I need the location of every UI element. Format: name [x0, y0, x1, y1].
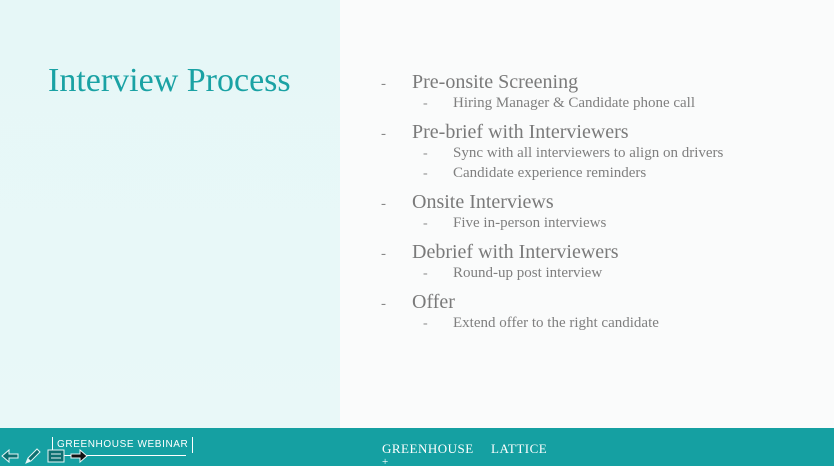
agenda-item-label: Pre-brief with Interviewers: [412, 121, 629, 143]
slide-title: Interview Process: [48, 62, 291, 99]
agenda-sub-list: [380, 145, 820, 185]
sub-bullet-dash: -: [423, 266, 428, 281]
agenda-item: [380, 191, 820, 235]
pen-icon[interactable]: [23, 446, 43, 466]
bullet-dash: -: [381, 246, 386, 262]
sub-bullet-dash: -: [423, 96, 428, 111]
agenda-item-label: Pre-onsite Screening: [412, 71, 579, 93]
agenda-sub-list: [380, 95, 820, 115]
agenda-sub-item-label: Five in-person interviews: [453, 215, 607, 231]
sub-bullet-dash: -: [423, 166, 428, 181]
agenda-item-line: [380, 241, 820, 265]
agenda-sub-list: [380, 315, 820, 335]
brand-plus-mark: +: [382, 456, 389, 468]
agenda-sub-item-label: Round-up post interview: [453, 265, 603, 281]
agenda-sub-item: [380, 215, 820, 235]
slides-icon[interactable]: [46, 446, 66, 466]
agenda-item-line: [380, 71, 820, 95]
agenda-item: [380, 121, 820, 185]
agenda-item: [380, 241, 820, 285]
agenda-item-line: [380, 121, 820, 145]
agenda-sub-list: [380, 265, 820, 285]
brand-greenhouse: GREENHOUSE: [382, 441, 474, 456]
brand-lattice: LATTICE: [491, 441, 548, 456]
agenda-sub-item: [380, 165, 820, 185]
bullet-dash: -: [381, 126, 386, 142]
back-arrow-icon[interactable]: [0, 446, 20, 466]
agenda-item-label: Offer: [412, 291, 455, 313]
presentation-toolbar: [0, 446, 92, 466]
agenda-list: [380, 71, 820, 341]
bullet-dash: -: [381, 76, 386, 92]
agenda-sub-item-label: Extend offer to the right candidate: [453, 315, 659, 331]
footer-bar: [0, 428, 834, 466]
sub-bullet-dash: -: [423, 216, 428, 231]
agenda-sub-item-label: Sync with all interviewers to align on drivers: [453, 145, 724, 161]
agenda-item: [380, 71, 820, 115]
webinar-badge: GREENHOUSE WEBINAR: [52, 437, 193, 453]
agenda-sub-item: [380, 265, 820, 285]
agenda-item-line: [380, 191, 820, 215]
agenda-sub-item-label: Hiring Manager & Candidate phone call: [453, 95, 696, 111]
forward-arrow-icon[interactable]: [69, 446, 89, 466]
agenda-item-line: [380, 291, 820, 315]
agenda-item-label: Onsite Interviews: [412, 191, 554, 213]
agenda-item-label: Debrief with Interviewers: [412, 241, 619, 263]
agenda-item: [380, 291, 820, 335]
bullet-dash: -: [381, 196, 386, 212]
bullet-dash: -: [381, 296, 386, 312]
agenda-sub-item: [380, 95, 820, 115]
sub-bullet-dash: -: [423, 316, 428, 331]
agenda-sub-list: [380, 215, 820, 235]
agenda-sub-item-label: Candidate experience reminders: [453, 165, 647, 181]
sub-bullet-dash: -: [423, 146, 428, 161]
agenda-sub-item: [380, 145, 820, 165]
agenda-sub-item: [380, 315, 820, 335]
